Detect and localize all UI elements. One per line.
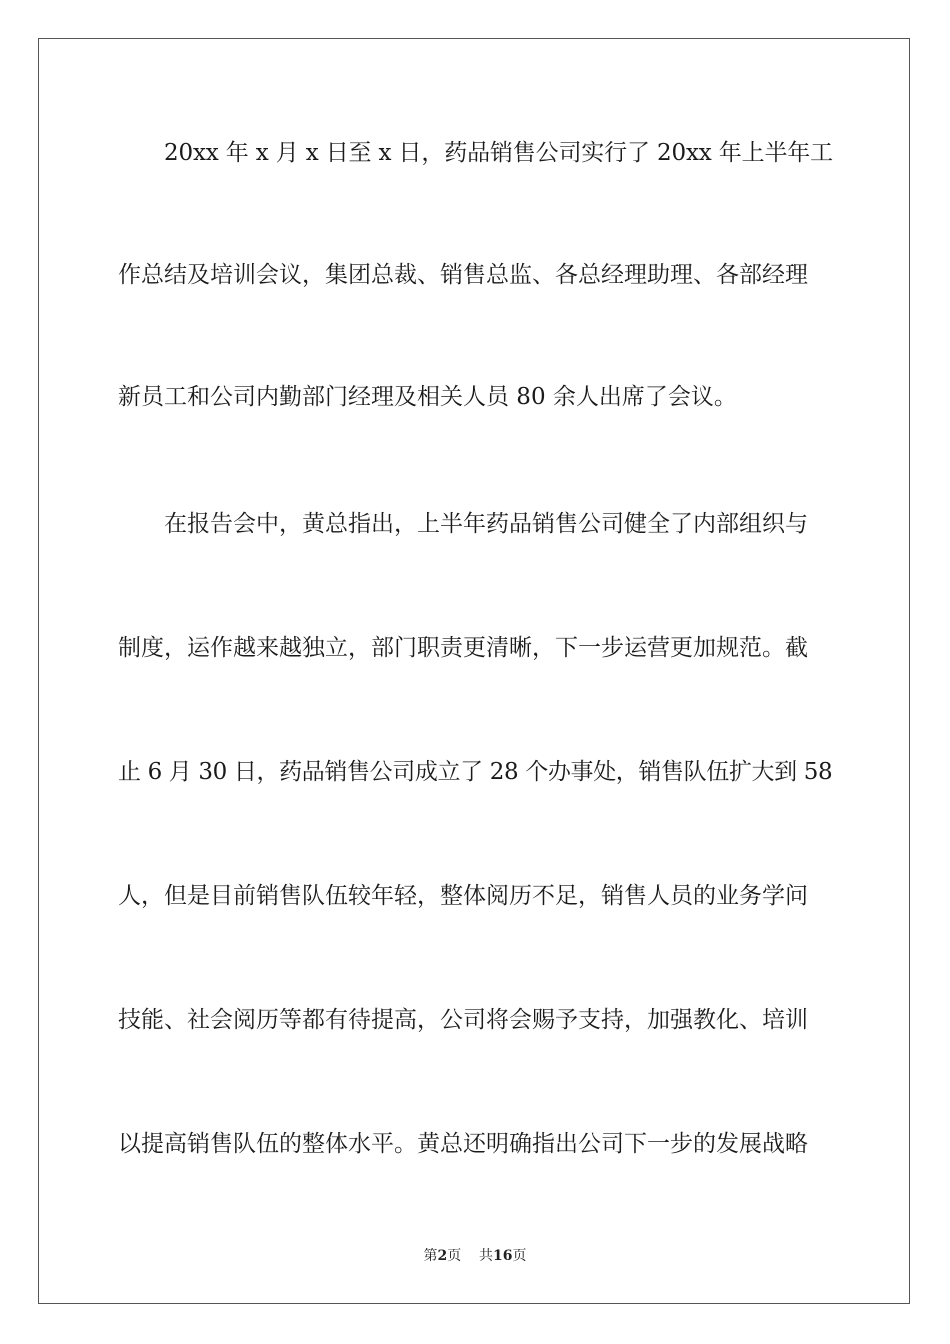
page-footer: [0, 1247, 950, 1265]
footer-total-prefix: 共: [479, 1248, 494, 1264]
paragraph-2-line-2: 制度，运作越来越独立，部门职责更清晰，下一步运营更加规范。截: [118, 635, 808, 661]
paragraph-2-line-1: 在报告会中，黄总指出，上半年药品销售公司健全了内部组织与: [164, 511, 808, 537]
footer-page-suffix: 页: [447, 1248, 462, 1264]
paragraph-1-line-1: 20xx 年 x 月 x 日至 x 日，药品销售公司实行了 20xx 年上半年工: [164, 140, 833, 166]
paragraph-1-line-2: 作总结及培训会议，集团总裁、销售总监、各总经理助理、各部经理: [118, 262, 808, 288]
page-border: [38, 38, 910, 1304]
paragraph-2-line-6: 以提高销售队伍的整体水平。黄总还明确指出公司下一步的发展战略: [118, 1131, 808, 1157]
paragraph-2-line-5: 技能、社会阅历等都有待提高，公司将会赐予支持，加强教化、培训: [118, 1007, 808, 1033]
footer-total-pages: 16: [493, 1248, 513, 1264]
paragraph-2-line-4: 人，但是目前销售队伍较年轻，整体阅历不足，销售人员的业务学问: [118, 883, 808, 909]
paragraph-2-line-3: 止 6 月 30 日，药品销售公司成立了 28 个办事处，销售队伍扩大到 58: [118, 759, 833, 785]
footer-page-prefix: 第: [423, 1248, 438, 1264]
footer-page-number: 2: [437, 1248, 448, 1264]
paragraph-1-line-3: 新员工和公司内勤部门经理及相关人员 80 余人出席了会议。: [118, 384, 737, 410]
footer-total-suffix: 页: [512, 1248, 527, 1264]
